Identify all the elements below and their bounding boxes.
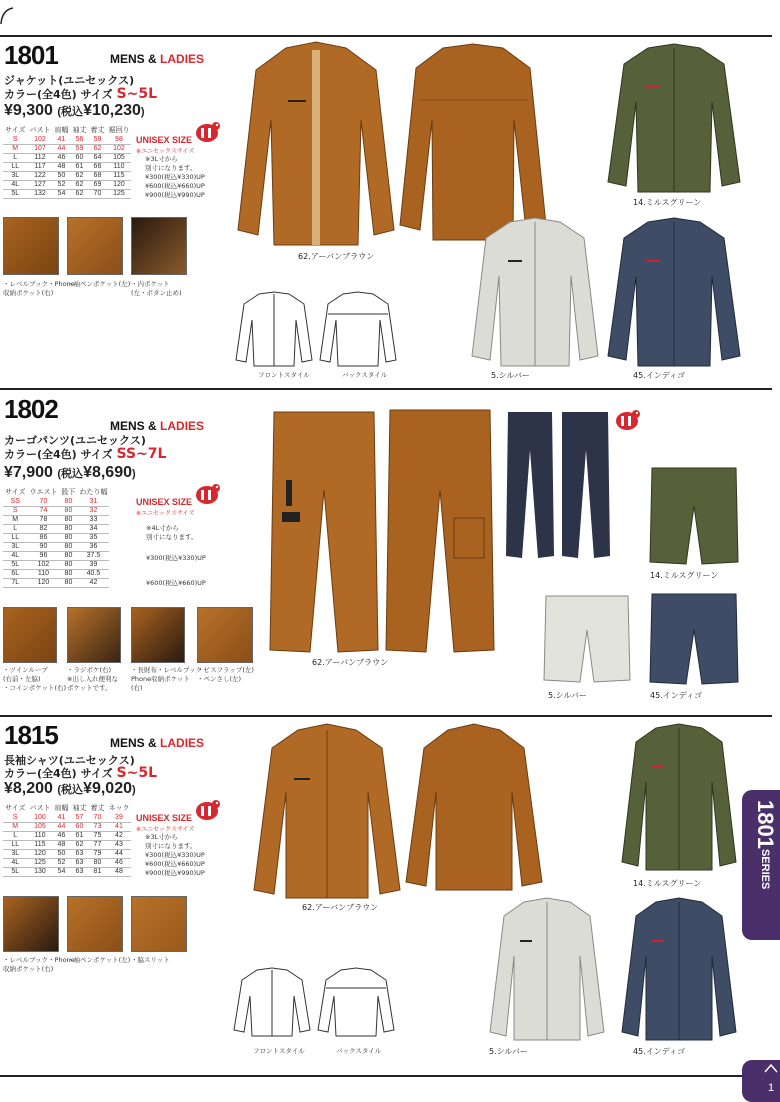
- detail-photo-side-slit: [131, 896, 187, 952]
- table-row: LL 86 80 35: [3, 533, 109, 542]
- product-name: カーゴパンツ(ユニセックス): [4, 434, 146, 447]
- unisex-size-sub: ※ユニセックスサイズ: [136, 148, 195, 155]
- shirt-silver: [488, 896, 606, 1042]
- color-caption: 14.ミルスグリーン: [650, 571, 719, 580]
- table-row: SS 70 80 31: [3, 497, 109, 506]
- bottom-rule: [0, 1075, 742, 1077]
- thumb-caption: ・袖ペンポケット(左): [67, 280, 131, 288]
- size-table: サイズ バスト 肩幅 袖丈 着丈 裾回り S 102 41 56 59 98 M 107 44 59 62 102 L 112 46 60 64 105 LL 117 48 61 66 110 3L 122 50 62 68 115 4L 127 52 62 69 120 5L 132 54 62 70 125: [5, 127, 130, 197]
- sketch-back: [316, 966, 396, 1038]
- thumb-caption: ・袖ペンポケット(左): [67, 956, 131, 964]
- gender-label: MENS & LADIES: [110, 736, 205, 750]
- color-caption: 14.ミルスグリーン: [633, 198, 702, 207]
- table-row: 5L 102 80 39: [3, 560, 109, 569]
- table-row: 3L 90 80 36: [3, 542, 109, 551]
- table-row: S 100 41 57 70 39: [3, 813, 131, 822]
- shirt-green: [620, 722, 738, 872]
- color-caption: 5.シルバー: [489, 1047, 528, 1056]
- size-note: ※4L寸から 別寸になります。: [146, 524, 198, 541]
- shirt-back-brown: [404, 722, 544, 892]
- detail-photo-sleeve-pocket: [67, 896, 123, 952]
- size-note-price: ¥300(税込¥330)UP ¥600(税込¥660)UP: [146, 554, 206, 587]
- size-table: サイズ バスト 肩幅 袖丈 着丈 ネック S 100 41 57 70 39 M 105 44 60 73 41 L 110 46 61 75 42 LL 115 48 62 77 43 3L 120 50 63 79 44 4L 125 52 63 80 46 5L 130 54 63 81 48: [5, 805, 130, 875]
- table-row: 4L 127 52 62 69 120: [3, 180, 131, 189]
- unisex-size-label: UNISEX SIZE: [136, 813, 193, 823]
- table-row: M 107 44 59 62 102: [3, 144, 131, 153]
- brand-logo-icon: [764, 1064, 778, 1074]
- table-row: 3L 120 50 63 79 44: [3, 849, 131, 858]
- color-size-line: カラー(全4色) サイズ S~5L: [4, 86, 158, 102]
- product-name: ジャケット(ユニセックス): [4, 74, 135, 87]
- table-row: LL 117 48 61 66 110: [3, 162, 131, 171]
- thumb-caption: ・レベルブック・Phone 収納ポケット(右): [3, 280, 75, 297]
- page-number: 1: [768, 1082, 775, 1094]
- table-row: L 110 46 61 75 42: [3, 831, 131, 840]
- color-caption: 62.アーバンブラウン: [302, 903, 379, 912]
- sketch-caption-front: フロントスタイル: [253, 1047, 305, 1055]
- table-row: 3L 122 50 62 68 115: [3, 171, 131, 180]
- gender-label: MENS & LADIES: [110, 419, 205, 433]
- table-row: 6L 110 80 40.5: [3, 569, 109, 578]
- color-size-line: カラー(全4色) サイズ S~5L: [4, 765, 158, 781]
- price: ¥8,200 (税込¥9,020): [4, 780, 136, 797]
- color-caption: 14.ミルスグリーン: [633, 879, 702, 888]
- color-caption: 62.アーバンブラウン: [298, 252, 375, 261]
- table-row: S 102 41 56 59 98: [3, 135, 131, 144]
- table-row: M 78 80 33: [3, 515, 109, 524]
- table-row: L 82 80 34: [3, 524, 109, 533]
- color-caption: 45.インディゴ: [633, 1047, 686, 1056]
- bee-mascot-icon: [192, 796, 222, 822]
- size-note: ※3L寸から 別寸になります。 ¥300(税込¥330)UP ¥600(税込¥660)UP ¥900(税込¥990)UP: [145, 155, 205, 199]
- size-table: サイズ ウエスト 股下 わたり幅 SS 70 80 31 S 74 80 32 M 78 80 33 L 82 80 34 LL 86 80 35 3L 90 80 36 4L 96 80 37.5 5L 102 80 39 6L 110 80 40.5 7L 120 80 42: [5, 489, 108, 586]
- product-code: 1801: [4, 40, 58, 70]
- sketch-caption-back: バックスタイル: [342, 371, 388, 379]
- price: ¥9,300 (税込¥10,230): [4, 102, 145, 119]
- shirt-front-brown: [252, 722, 402, 900]
- unisex-size-label: UNISEX SIZE: [136, 497, 193, 507]
- thumb-caption: ・ツインループ (右前・左脇) ・コインポケット(右): [3, 666, 67, 692]
- thumb-caption: ・ピスフラップ(左) ・ペンさし(左): [197, 666, 254, 683]
- gender-label: MENS & LADIES: [110, 52, 205, 66]
- detail-photo-chest-pocket: [3, 896, 59, 952]
- table-row: L 112 46 60 64 105: [3, 153, 131, 162]
- shirt-indigo: [620, 896, 738, 1042]
- table-row: LL 115 48 62 77 43: [3, 840, 131, 849]
- color-caption: 45.インディゴ: [650, 691, 703, 700]
- product-name: 長袖シャツ(ユニセックス): [4, 754, 135, 767]
- thumb-caption: ・ラジポケ(右) ※出し入れ便利な ポケットです。: [67, 666, 118, 692]
- product-code: 1802: [4, 394, 58, 424]
- thumb-caption: ・脇スリット: [131, 956, 170, 964]
- price: ¥7,900 (税込¥8,690): [4, 464, 136, 481]
- color-caption: 5.シルバー: [548, 691, 587, 700]
- thumb-caption: ・レベルブック・Phone 収納ポケット(右): [3, 956, 75, 973]
- table-row: 4L 125 52 63 80 46: [3, 858, 131, 867]
- sketch-front: [232, 966, 312, 1038]
- color-caption: 62.アーバンブラウン: [312, 658, 389, 667]
- series-tab-label: 1801SERIES: [753, 800, 778, 890]
- product-code: 1815: [4, 720, 58, 750]
- color-caption: 45.インディゴ: [633, 371, 686, 380]
- table-row: 5L 130 54 63 81 48: [3, 867, 131, 876]
- unisex-size-sub: ※ユニセックスサイズ: [136, 826, 195, 833]
- table-row: M 105 44 60 73 41: [3, 822, 131, 831]
- table-row: 4L 96 80 37.5: [3, 551, 109, 560]
- table-row: 7L 120 80 42: [3, 578, 109, 587]
- thumb-caption: ・長財布・レベルブック・ Phone収納ポケット (右): [131, 666, 209, 692]
- size-note: ※3L寸から 別寸になります。 ¥300(税込¥330)UP ¥600(税込¥660)UP ¥900(税込¥990)UP: [145, 833, 205, 877]
- sketch-caption-front: フロントスタイル: [258, 371, 310, 379]
- unisex-size-label: UNISEX SIZE: [136, 135, 193, 145]
- color-size-line: カラー(全4色) サイズ SS~7L: [4, 446, 167, 462]
- color-caption: 5.シルバー: [491, 371, 530, 380]
- table-row: 5L 132 54 62 70 125: [3, 189, 131, 198]
- table-row: S 74 80 32: [3, 506, 109, 515]
- unisex-size-sub: ※ユニセックスサイズ: [136, 510, 195, 517]
- sketch-caption-back: バックスタイル: [336, 1047, 382, 1055]
- thumb-caption: ・内ポケット (左・ボタン止め): [131, 280, 182, 297]
